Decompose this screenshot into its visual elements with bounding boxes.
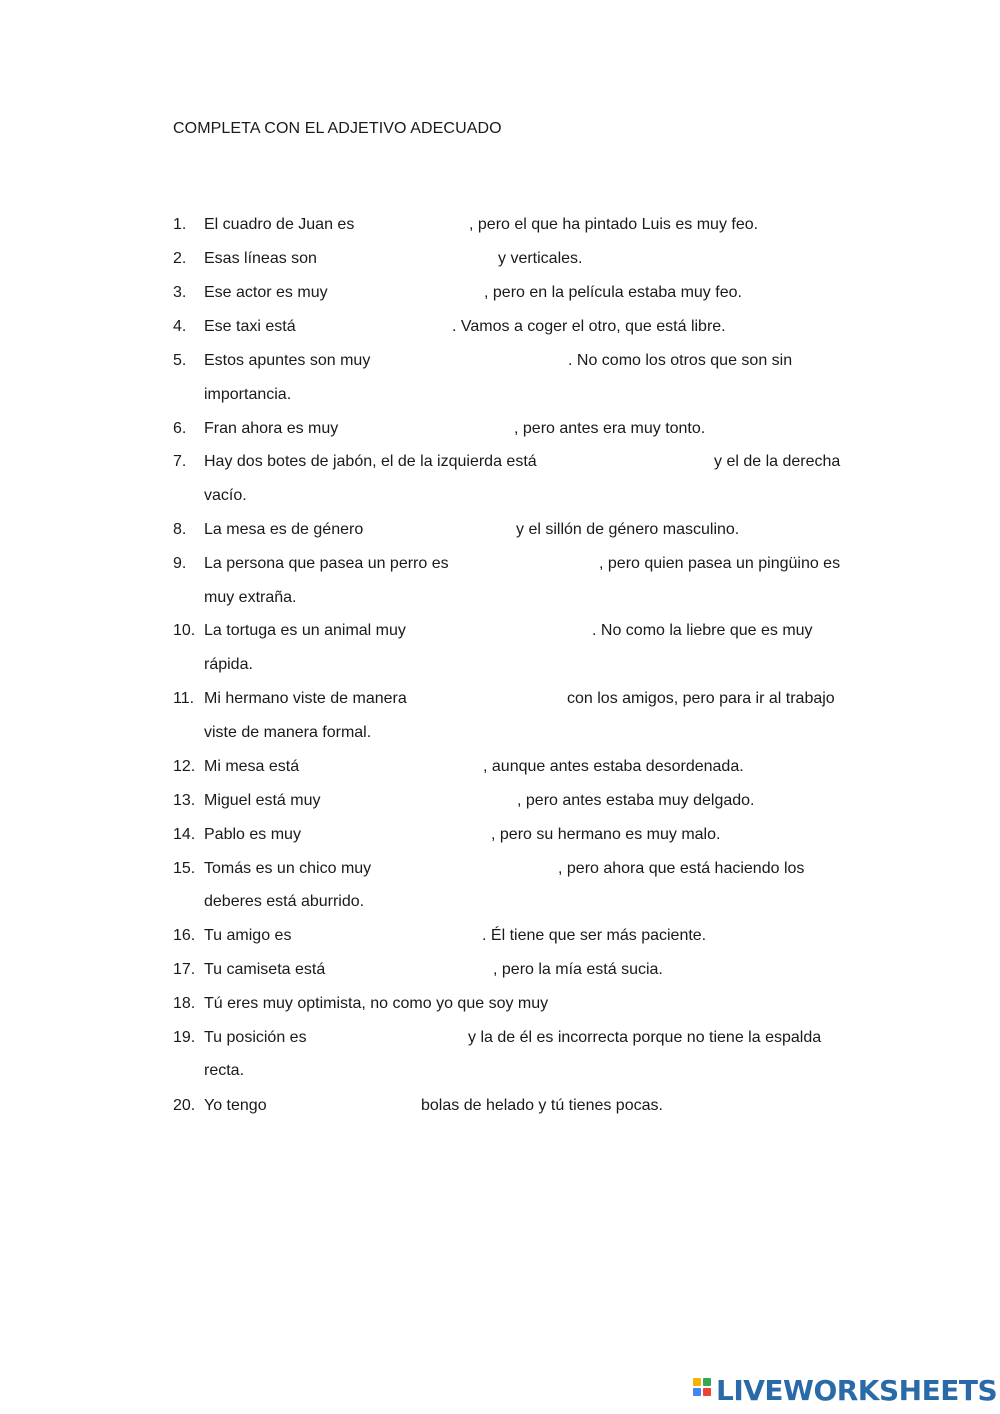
item-text-before-blank: Tu amigo es: [204, 927, 292, 944]
exercise-item: [0, 925, 1000, 947]
exercise-item: [0, 418, 1000, 440]
item-number: 2.: [173, 250, 187, 267]
item-text-before-blank: Yo tengo: [204, 1097, 267, 1114]
exercise-item: [0, 790, 1000, 812]
worksheet-title: COMPLETA CON EL ADJETIVO ADECUADO: [173, 120, 502, 137]
exercise-item: [0, 1095, 1000, 1117]
liveworksheets-logo: [693, 1374, 997, 1406]
logo-text: LIVEWORKSHEETS: [716, 1373, 998, 1407]
exercise-item: [0, 451, 1000, 473]
item-text-before-blank: Mi mesa está: [204, 758, 300, 775]
item-text-after-blank: y el de la derecha: [714, 453, 841, 470]
item-text-before-blank: Tú eres muy optimista, no como yo que soy muy: [204, 995, 549, 1012]
item-text-before-blank: Mi hermano viste de manera: [204, 690, 407, 707]
item-text-after-blank: y el sillón de género masculino.: [516, 521, 740, 538]
item-number: 7.: [173, 453, 187, 470]
item-text-after-blank: . Él tiene que ser más paciente.: [482, 927, 707, 944]
item-continuation: deberes está aburrido.: [204, 893, 365, 910]
item-text-after-blank: , pero el que ha pintado Luis es muy feo.: [469, 216, 759, 233]
item-continuation: importancia.: [204, 386, 292, 403]
item-text-after-blank: . No como la liebre que es muy: [592, 622, 813, 639]
item-number: 8.: [173, 521, 187, 538]
item-text-before-blank: Tomás es un chico muy: [204, 860, 372, 877]
exercise-item: [0, 688, 1000, 710]
exercise-item: [0, 1027, 1000, 1049]
exercise-item: [0, 519, 1000, 541]
item-number: 17.: [173, 961, 196, 978]
exercise-item: [0, 858, 1000, 880]
item-text-after-blank: , pero quien pasea un pingüino es: [599, 555, 841, 572]
item-number: 11.: [173, 690, 195, 707]
item-number: 16.: [173, 927, 196, 944]
item-text-before-blank: Tu camiseta está: [204, 961, 326, 978]
exercise-item: [0, 248, 1000, 270]
exercise-item: [0, 756, 1000, 778]
item-text-before-blank: Fran ahora es muy: [204, 420, 339, 437]
exercise-item: [0, 959, 1000, 981]
item-text-after-blank: y la de él es incorrecta porque no tiene la espalda: [468, 1029, 822, 1046]
mark-square: [693, 1388, 701, 1396]
item-number: 15.: [173, 860, 196, 877]
item-text-after-blank: , pero la mía está sucia.: [493, 961, 663, 978]
item-text-before-blank: Hay dos botes de jabón, el de la izquierda está: [204, 453, 537, 470]
item-number: 6.: [173, 420, 187, 437]
item-continuation: rápida.: [204, 656, 253, 673]
item-number: 12.: [173, 758, 196, 775]
item-text-after-blank: , pero antes era muy tonto.: [514, 420, 706, 437]
item-text-after-blank: . No como los otros que son sin: [568, 352, 793, 369]
item-text-after-blank: . Vamos a coger el otro, que está libre.: [452, 318, 726, 335]
exercise-item: [0, 214, 1000, 236]
item-text-before-blank: Ese actor es muy: [204, 284, 328, 301]
item-number: 3.: [173, 284, 187, 301]
item-text-after-blank: , aunque antes estaba desordenada.: [483, 758, 744, 775]
item-text-before-blank: La tortuga es un animal muy: [204, 622, 406, 639]
item-continuation: recta.: [204, 1062, 245, 1079]
exercise-item: [0, 553, 1000, 575]
item-text-after-blank: con los amigos, pero para ir al trabajo: [567, 690, 835, 707]
item-continuation: viste de manera formal.: [204, 724, 372, 741]
item-text-before-blank: Pablo es muy: [204, 826, 301, 843]
liveworksheets-mark-icon: [693, 1376, 713, 1404]
item-text-after-blank: , pero en la película estaba muy feo.: [484, 284, 742, 301]
item-text-before-blank: Miguel está muy: [204, 792, 321, 809]
item-continuation: muy extraña.: [204, 589, 297, 606]
item-text-after-blank: y verticales.: [498, 250, 583, 267]
item-text-after-blank: , pero antes estaba muy delgado.: [517, 792, 755, 809]
item-number: 9.: [173, 555, 187, 572]
item-text-before-blank: Ese taxi está: [204, 318, 296, 335]
item-number: 14.: [173, 826, 196, 843]
exercise-item: [0, 350, 1000, 372]
item-number: 18.: [173, 995, 196, 1012]
item-number: 19.: [173, 1029, 196, 1046]
item-continuation: vacío.: [204, 487, 247, 504]
item-text-after-blank: , pero su hermano es muy malo.: [491, 826, 721, 843]
item-text-before-blank: Esas líneas son: [204, 250, 317, 267]
item-number: 1.: [173, 216, 187, 233]
item-text-before-blank: La mesa es de género: [204, 521, 364, 538]
mark-square: [703, 1378, 711, 1386]
item-number: 13.: [173, 792, 196, 809]
exercise-item: [0, 824, 1000, 846]
item-number: 5.: [173, 352, 187, 369]
item-text-before-blank: Tu posición es: [204, 1029, 307, 1046]
item-text-before-blank: La persona que pasea un perro es: [204, 555, 449, 572]
mark-square: [693, 1378, 701, 1386]
item-text-before-blank: El cuadro de Juan es: [204, 216, 355, 233]
exercise-item: [0, 620, 1000, 642]
exercise-item: [0, 316, 1000, 338]
item-text-after-blank: , pero ahora que está haciendo los: [558, 860, 805, 877]
item-text-after-blank: bolas de helado y tú tienes pocas.: [421, 1097, 663, 1114]
mark-square: [703, 1388, 711, 1396]
exercise-item: [0, 993, 1000, 1015]
item-number: 4.: [173, 318, 187, 335]
item-text-before-blank: Estos apuntes son muy: [204, 352, 371, 369]
exercise-item: [0, 282, 1000, 304]
item-number: 20.: [173, 1097, 196, 1114]
item-number: 10.: [173, 622, 196, 639]
